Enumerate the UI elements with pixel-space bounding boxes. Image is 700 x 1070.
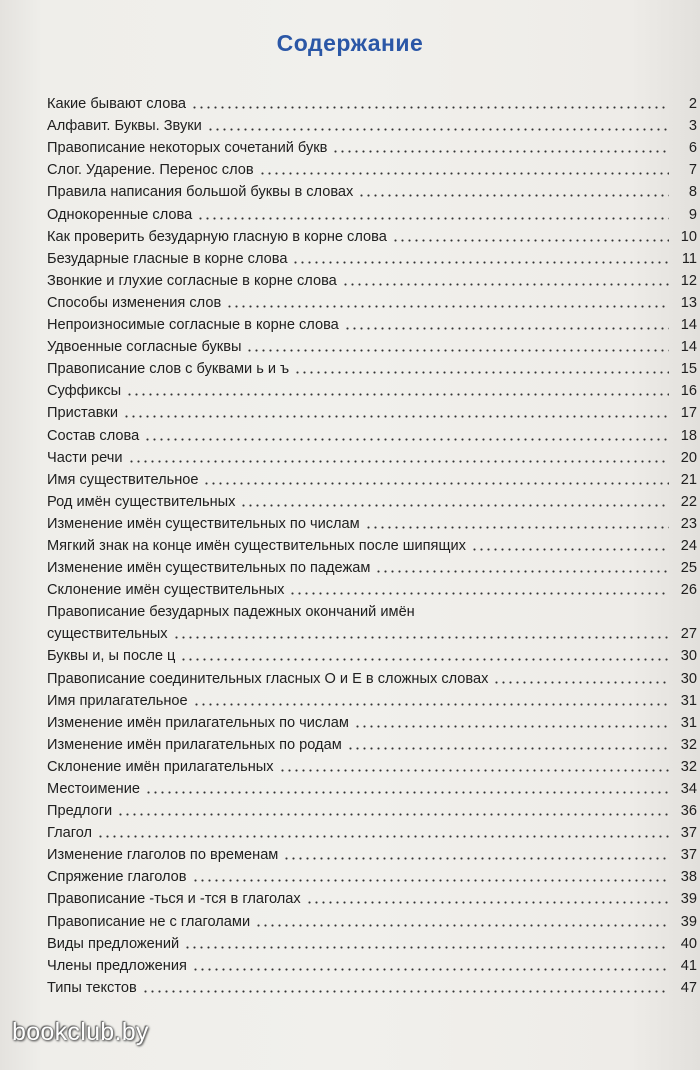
toc-dot-leader	[207, 128, 669, 131]
toc-entry	[47, 665, 697, 687]
toc-entry-title: Склонение имён существительных	[47, 582, 285, 599]
toc-entry-title: Однокоренные слова	[47, 206, 193, 223]
toc-entry-title: Типы текстов	[47, 979, 137, 996]
toc-entry-page: 12	[680, 272, 697, 289]
toc-entry-title: Склонение имён прилагательных	[47, 758, 274, 775]
toc-entry-page: 22	[680, 493, 697, 510]
toc-entry-page: 37	[680, 847, 697, 864]
toc-entry-title: Имя прилагательное	[47, 692, 188, 709]
toc-entry	[47, 864, 697, 886]
toc-entry-page: 15	[680, 361, 697, 378]
toc-dot-leader	[192, 879, 669, 882]
toc-dot-leader	[128, 460, 669, 463]
table-of-contents	[47, 91, 697, 997]
toc-entry-title: Правописание не с глаголами	[47, 913, 251, 930]
toc-dot-leader	[203, 482, 669, 485]
toc-entry	[47, 113, 697, 135]
toc-entry-page: 11	[681, 250, 697, 267]
toc-entry	[47, 489, 697, 511]
toc-entry-page: 47	[680, 979, 697, 996]
toc-entry-title: Правописание -ться и -тся в глаголах	[47, 891, 301, 908]
toc-dot-leader	[126, 393, 669, 396]
toc-dot-leader	[332, 150, 669, 153]
toc-entry-title: Безударные гласные в корне слова	[47, 250, 288, 267]
toc-entry	[47, 555, 697, 577]
page-title: Содержание	[276, 30, 424, 56]
toc-entry	[47, 445, 697, 467]
toc-entry-page: 16	[680, 383, 697, 400]
toc-entry	[47, 224, 697, 246]
toc-entry	[47, 908, 697, 930]
toc-entry-title: Правописание слов с буквами ь и ъ	[47, 361, 290, 378]
toc-entry	[47, 467, 697, 489]
toc-entry	[47, 820, 697, 842]
toc-dot-leader	[123, 415, 669, 418]
toc-entry-title: Алфавит. Буквы. Звуки	[47, 118, 202, 135]
toc-dot-leader	[255, 924, 669, 927]
toc-entry-title: Изменение имён прилагательных по родам	[47, 736, 342, 753]
toc-entry	[47, 931, 697, 953]
toc-dot-leader	[375, 570, 669, 573]
toc-entry-title: Члены предложения	[47, 957, 187, 974]
toc-entry-title: Мягкий знак на конце имён существительных после шипящих	[47, 537, 466, 554]
toc-dot-leader	[306, 901, 669, 904]
toc-entry-title: Правописание некоторых сочетаний букв	[47, 140, 328, 157]
toc-dot-leader	[226, 305, 669, 308]
toc-entry-page: 6	[688, 140, 697, 157]
toc-entry-page: 24	[680, 537, 697, 554]
toc-entry-page: 40	[680, 935, 697, 952]
toc-dot-leader	[344, 327, 669, 330]
toc-entry-title: существительных	[47, 626, 168, 643]
toc-entry-page: 27	[680, 626, 697, 643]
toc-entry	[47, 710, 697, 732]
toc-entry-page: 14	[680, 317, 697, 334]
toc-entry-title: Приставки	[47, 405, 118, 422]
toc-entry	[47, 290, 697, 312]
toc-entry	[47, 312, 697, 334]
toc-entry-page: 14	[680, 339, 697, 356]
toc-dot-leader	[193, 703, 669, 706]
toc-entry	[47, 135, 697, 157]
toc-dot-leader	[192, 968, 669, 971]
toc-dot-leader	[197, 217, 669, 220]
toc-entry-page: 9	[688, 206, 697, 223]
toc-entry-page: 10	[680, 228, 697, 245]
toc-entry	[47, 975, 697, 997]
toc-entry-title: Правила написания большой буквы в словах	[47, 184, 354, 201]
toc-entry-title: Предлоги	[47, 803, 113, 820]
toc-entry-title: Непроизносимые согласные в корне слова	[47, 317, 339, 334]
toc-entry-page: 25	[680, 560, 697, 577]
toc-entry-title: Буквы и, ы после ц	[47, 648, 176, 665]
toc-entry-page: 13	[680, 294, 697, 311]
toc-entry-page: 32	[680, 736, 697, 753]
toc-dot-leader	[342, 283, 669, 286]
toc-entry	[47, 798, 697, 820]
toc-dot-leader	[294, 371, 669, 374]
toc-entry-title: Как проверить безударную гласную в корне слова	[47, 228, 387, 245]
toc-dot-leader	[493, 681, 669, 684]
toc-dot-leader	[117, 813, 669, 816]
toc-dot-leader	[259, 172, 669, 175]
toc-entry-page: 32	[680, 758, 697, 775]
toc-entry	[47, 776, 697, 798]
toc-dot-leader	[392, 239, 669, 242]
toc-entry	[47, 400, 697, 422]
toc-entry-title: Состав слова	[47, 427, 140, 444]
toc-entry	[47, 577, 697, 599]
toc-dot-leader	[240, 504, 669, 507]
toc-entry	[47, 886, 697, 908]
toc-entry	[47, 179, 697, 201]
toc-entry-page: 30	[680, 648, 697, 665]
toc-entry-page: 18	[680, 427, 697, 444]
toc-entry-title: Изменение имён прилагательных по числам	[47, 714, 349, 731]
toc-entry-title: Изменение имён существительных по числам	[47, 515, 360, 532]
toc-dot-leader	[365, 526, 669, 529]
toc-dot-leader	[347, 747, 669, 750]
toc-entry-title: Глагол	[47, 825, 93, 842]
toc-entry-page: 38	[680, 869, 697, 886]
watermark: bookclub.by	[12, 1018, 149, 1046]
toc-entry-page: 7	[688, 162, 697, 179]
toc-entry-page: 39	[680, 891, 697, 908]
toc-entry-title: Род имён существительных	[47, 493, 236, 510]
toc-entry	[47, 953, 697, 975]
toc-entry-page: 34	[680, 781, 697, 797]
toc-entry	[47, 533, 697, 555]
toc-dot-leader	[180, 658, 669, 661]
toc-entry	[47, 511, 697, 533]
toc-entry-page: 31	[680, 692, 697, 709]
toc-dot-leader	[173, 636, 669, 639]
toc-entry	[47, 356, 697, 378]
toc-entry-title: Части речи	[47, 449, 123, 466]
toc-entry	[47, 334, 697, 356]
toc-dot-leader	[358, 194, 669, 197]
toc-dot-leader	[142, 990, 669, 993]
toc-entry	[47, 599, 697, 621]
toc-entry-page: 39	[680, 913, 697, 930]
toc-dot-leader	[292, 261, 669, 264]
toc-entry-title: Имя существительное	[47, 471, 199, 488]
toc-dot-leader	[246, 349, 669, 352]
toc-entry-page: 21	[680, 471, 697, 488]
toc-entry	[47, 732, 697, 754]
toc-entry	[47, 268, 697, 290]
toc-entry-page: 41	[680, 957, 697, 974]
toc-entry	[47, 378, 697, 400]
toc-entry	[47, 91, 697, 113]
toc-entry-title: Удвоенные согласные буквы	[47, 339, 242, 356]
toc-entry-title: Правописание соединительных гласных О и Е в сложных словах	[47, 670, 489, 687]
toc-entry-page: 8	[688, 184, 697, 201]
toc-dot-leader	[354, 725, 669, 728]
toc-entry	[47, 754, 697, 776]
toc-entry-title: Спряжение глаголов	[47, 869, 187, 886]
toc-entry	[47, 688, 697, 710]
toc-dot-leader	[279, 769, 669, 772]
toc-entry-page: 37	[680, 825, 697, 842]
toc-entry-page: 20	[680, 449, 697, 466]
toc-entry-title: Местоимение	[47, 781, 140, 797]
toc-entry-title: Способы изменения слов	[47, 294, 222, 311]
toc-entry	[47, 201, 697, 223]
toc-dot-leader	[144, 438, 669, 441]
toc-dot-leader	[289, 592, 669, 595]
toc-entry	[47, 246, 697, 268]
toc-dot-leader	[145, 791, 669, 794]
toc-entry-title: Слог. Ударение. Перенос слов	[47, 162, 254, 179]
toc-entry-title: Правописание безударных падежных окончаний имён	[47, 604, 415, 621]
toc-entry-page: 3	[688, 118, 697, 135]
toc-entry	[47, 643, 697, 665]
toc-entry	[47, 842, 697, 864]
toc-entry-page: 36	[680, 803, 697, 820]
toc-entry-title: Какие бывают слова	[47, 96, 187, 113]
toc-entry-page: 30	[680, 670, 697, 687]
toc-entry-title: Суффиксы	[47, 383, 122, 400]
toc-entry-title: Изменение имён существительных по падежам	[47, 560, 371, 577]
toc-entry-page: 17	[680, 405, 697, 422]
toc-entry-title: Виды предложений	[47, 935, 180, 952]
toc-entry-page: 2	[688, 96, 697, 113]
toc-entry-page: 31	[680, 714, 697, 731]
toc-entry	[47, 422, 697, 444]
toc-entry-page: 26	[680, 582, 697, 599]
toc-dot-leader	[97, 835, 669, 838]
toc-entry-title: Звонкие и глухие согласные в корне слова	[47, 272, 337, 289]
toc-dot-leader	[184, 946, 669, 949]
toc-dot-leader	[471, 548, 669, 551]
toc-entry-title: Изменение глаголов по временам	[47, 847, 279, 864]
toc-entry	[47, 157, 697, 179]
toc-dot-leader	[283, 857, 669, 860]
toc-entry	[47, 621, 697, 643]
toc-entry-page: 23	[680, 515, 697, 532]
toc-dot-leader	[191, 106, 669, 109]
